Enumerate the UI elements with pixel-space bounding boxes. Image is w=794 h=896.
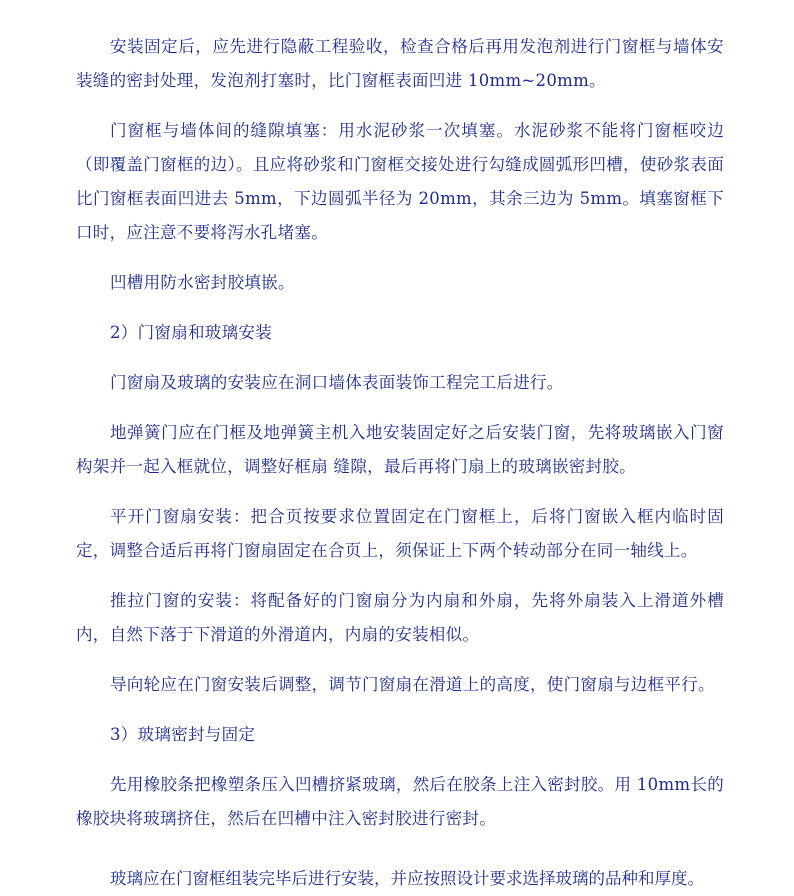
paragraph-install-timing: 门窗扇及玻璃的安装应在洞口墙体表面装饰工程完工后进行。 (110, 373, 564, 392)
paragraph-sliding-install: 推拉门窗的安装：将配备好的门窗扇分为内扇和外扇，先将外扇装入上滑道外槽内，自然下落于下滑道的外滑道内，内扇的安装相似。 (76, 591, 724, 644)
paragraph-groove-sealant: 凹槽用防水密封胶填嵌。 (110, 273, 295, 292)
paragraph-guide-wheel: 导向轮应在门窗安装后调整，调节门窗扇在滑道上的高度，使门窗扇与边框平行。 (110, 675, 715, 694)
paragraph-casement-install: 平开门窗扇安装：把合页按要求位置固定在门窗框上，后将门窗嵌入框内临时固定，调整合适后再将门窗扇固定在合页上，须保证上下两个转动部分在同一轴线上。 (76, 507, 724, 560)
paragraph-seal-foam: 安装固定后，应先进行隐蔽工程验收，检查合格后再用发泡剂进行门窗框与墙体安装缝的密封处理，发泡剂打塞时，比门窗框表面凹进 10mm~20mm。 (76, 37, 724, 90)
section-heading-glass-seal: 3）玻璃密封与固定 (110, 725, 256, 744)
paragraph-gap-filling: 门窗框与墙体间的缝隙填塞：用水泥砂浆一次填塞。水泥砂浆不能将门窗框咬边（即覆盖门窗框的边）。且应将砂浆和门窗框交接处进行勾缝成圆弧形凹槽，使砂浆表面比门窗框表面凹进去 5mm，下边圆弧半径为 20mm，其余三边为 5mm。填塞窗框下口时，应注意不要将泻水孔堵塞。 (76, 121, 724, 242)
paragraph-floor-spring-door: 地弹簧门应在门框及地弹簧主机入地安装固定好之后安装门窗，先将玻璃嵌入门窗构架并一起入框就位，调整好框扇 缝隙，最后再将门扇上的玻璃嵌密封胶。 (76, 423, 724, 476)
cutoff-line (76, 864, 724, 888)
cutoff-line-text: 玻璃应在门窗框组装完毕后进行安装，并应按照设计要求选择玻璃的品种和厚度。 (110, 869, 704, 888)
paragraph-rubber-strip: 先用橡胶条把橡塑条压入凹槽挤紧玻璃，然后在胶条上注入密封胶。用 10mm长的橡胶块将玻璃挤住，然后在凹槽中注入密封胶进行密封。 (76, 775, 724, 828)
section-heading-sash-glass: 2）门窗扇和玻璃安装 (110, 323, 272, 342)
document-body (76, 30, 724, 852)
